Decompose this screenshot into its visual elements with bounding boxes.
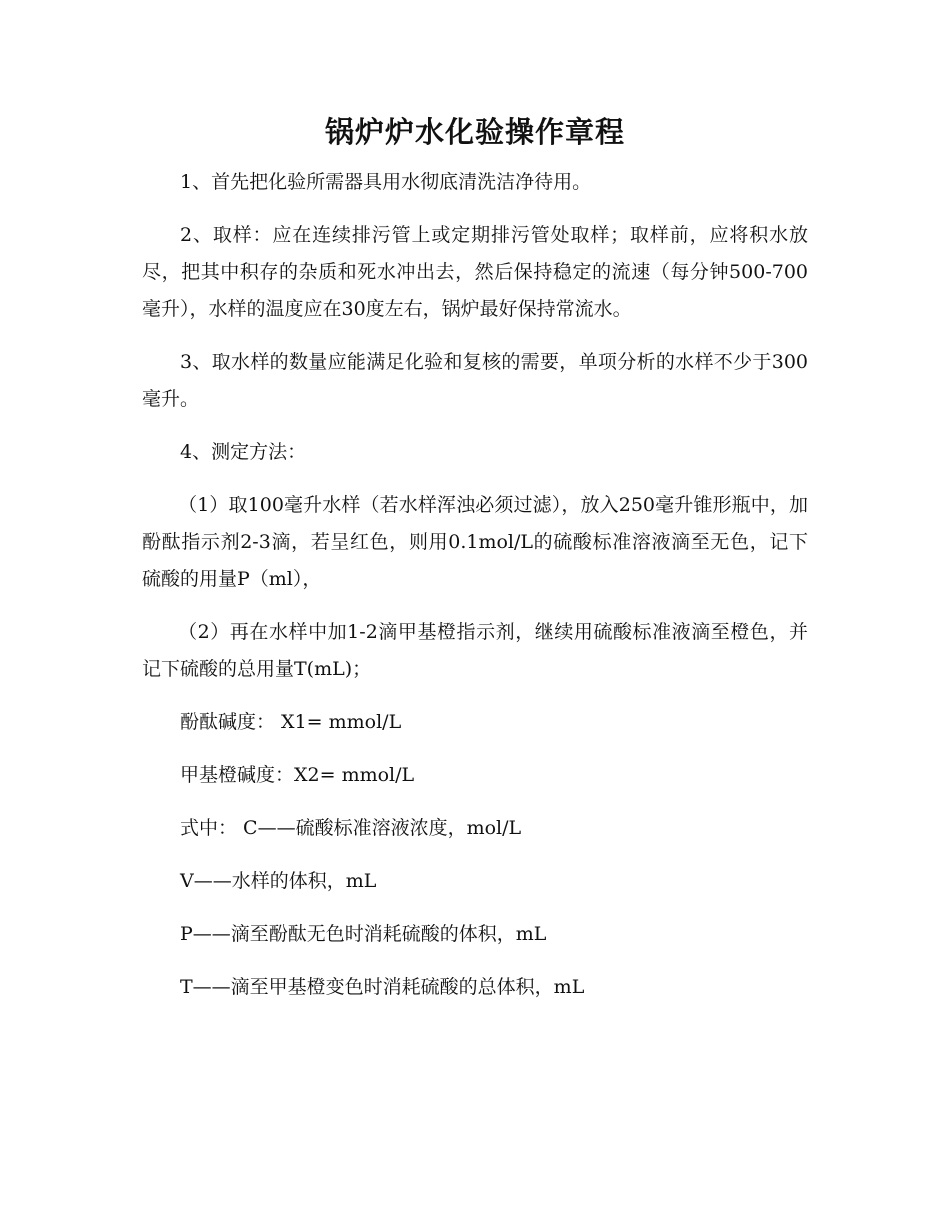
definition-v: V——水样的体积，mL	[180, 870, 377, 892]
document-body	[142, 164, 808, 1022]
formula-methyl-orange-alkalinity: 甲基橙碱度：X2= mmol/L	[180, 764, 415, 786]
paragraph-method-1: （1）取100毫升水样（若水样浑浊必须过滤），放入250毫升锥形瓶中，加酚酞指示剂2-3滴，若呈红色，则用0.1mol/L的硫酸标准溶液滴至无色，记下硫酸的用量P（ml），	[142, 494, 808, 590]
paragraph-step-3: 3、取水样的数量应能满足化验和复核的需要，单项分析的水样不少于300毫升。	[142, 351, 808, 410]
document-title: 锅炉炉水化验操作章程	[324, 115, 625, 149]
paragraph-step-2: 2、取样：应在连续排污管上或定期排污管处取样；取样前，应将积水放尽，把其中积存的杂质和死水冲出去，然后保持稳定的流速（每分钟500-700毫升），水样的温度应在30度左右，锅炉最好保持常流水。	[142, 224, 808, 320]
definition-p: P——滴至酚酞无色时消耗硫酸的体积，mL	[180, 923, 547, 945]
definition-t: T——滴至甲基橙变色时消耗硫酸的总体积，mL	[180, 976, 585, 998]
formula-phenolphthalein-alkalinity: 酚酞碱度： X1= mmol/L	[180, 711, 402, 733]
definition-c: 式中： C——硫酸标准溶液浓度，mol/L	[180, 817, 522, 839]
paragraph-step-1: 1、首先把化验所需器具用水彻底清洗洁净待用。	[180, 171, 592, 193]
paragraph-step-4: 4、测定方法：	[180, 441, 307, 463]
paragraph-method-2: （2）再在水样中加1-2滴甲基橙指示剂，继续用硫酸标准液滴至橙色，并记下硫酸的总用量T(mL)；	[142, 621, 808, 680]
